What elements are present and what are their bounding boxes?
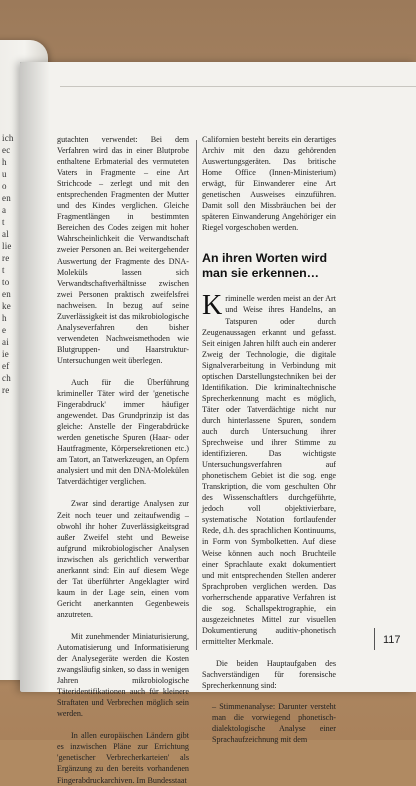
paragraph: Die beiden Hauptaufgaben des Sachverständigen für forensische Sprecherkennung sind: xyxy=(202,658,336,691)
left-page-text-fragment: re xyxy=(2,385,10,395)
list-item: – Stimmenanalyse: Darunter versteht man die vorwiegend phonetisch-dialektologische Analyse einer Sprachaufzeichnung mit dem xyxy=(212,702,336,745)
left-page-text-fragment: ke xyxy=(2,301,11,311)
drop-cap: K xyxy=(202,290,223,322)
left-text-column xyxy=(57,134,189,786)
left-page-text-fragment: a xyxy=(2,205,7,215)
left-page-text-fragment: ec xyxy=(2,145,11,155)
left-page-text-fragment: h xyxy=(2,157,7,167)
left-page-text-fragment: e xyxy=(2,325,7,335)
paragraph: Zwar sind derartige Analysen zur Zeit noch teuer und zeitaufwendig – obwohl ihr hoher Zuverlässigkeitsgrad außer Zweifel steht und Beweise aufgrund mikrobiologischer Analysen inzwischen als gerichtlich verwertbar anerkannt sind: Ein auf diesem Wege der Tat überführter Angeklagter wird kaum in der Lage sein, einen vom Gericht anerkannten Gegenbeweis anzutreten. xyxy=(57,499,189,619)
left-page-text-fragment: h xyxy=(2,313,7,323)
paragraph: Auch für die Überführung krimineller Täter wird der 'genetische Fingerabdruck' immer häufiger angewendet. Das Grundprinzip ist das gleiche: Anstelle der Fingerabdrücke werden genetische Spuren (Haar- oder Hautfragmente, Körpersekretionen etc.) am Tatort, an Tatwerkzeugen, an Opfern analysiert und mit den DNA-Molekülen Tatverdächtiger verglichen. xyxy=(57,377,189,487)
left-page-text-fragment: al xyxy=(2,229,9,239)
left-page-text-fragment: t xyxy=(2,265,5,275)
page-number-rule xyxy=(374,628,375,650)
left-page-text-fragment: t xyxy=(2,217,5,227)
paragraph: In allen europäischen Ländern gibt es inzwischen Pläne zur Errichtung 'genetischer Verbrecherkarteien' als Ergänzung zu den bereits vorhandenen Fingerabdruckarchiven. Im Bundesstaat xyxy=(57,731,189,785)
right-text-column xyxy=(202,134,336,745)
paragraph-text: riminelle werden meist an der Art und Weise ihres Handelns, an Tatspuren oder durch Zeugenaussagen erkannt und gefasst. Seit einigen Jahren hilft auch ein anderer Zweig der Technologie, die digitale Signalverarbeitung in Verbindung mit optischen Darstellungstechniken bei der Identifikation. Die kriminaltechnische Sprecherkennung macht es möglich, Täter oder Tatverdächtige nicht nur durch hinterlassene Spuren, sondern auch durch Untersuchung ihrer Sprechweise und ihrer Stimme zu identifizieren. Das wichtigste Untersuchungsverfahren auf phonetischem Gebiet ist die sog. enge Transkription, die vom geschulten Ohr des Wissenschaftlers durchgeführte, jedoch voll objektivierbare, systematische Notation fortlaufender Rede, d.h. des sprachlichen Kontinuums, in Form von Symbolketten. Auf diese Weise können auch noch Bruchteile einer Sprachlaute exakt dokumentiert und mit entsprechenden Stellen anderer Sprachproben verglichen werden. Das vorherrschende apparative Verfahren ist die sog. Schallspektrographie, ein ausgezeichnetes Mittel zur visuellen Dokumentierung auditiv-phonetisch ermittelter Merkmale. xyxy=(202,294,336,646)
left-page-text-fragment: ch xyxy=(2,373,11,383)
left-page-text-fragment: en xyxy=(2,193,11,203)
left-page-text-fragment: ai xyxy=(2,337,9,347)
paragraph-with-dropcap xyxy=(202,290,336,647)
left-page-text-fragment: ich xyxy=(2,133,14,143)
page-top-rule xyxy=(60,86,416,87)
section-heading: An ihren Worten wird man sie erkennen… xyxy=(202,251,328,281)
column-divider xyxy=(196,140,197,650)
left-page-text-fragment: ef xyxy=(2,361,10,371)
paragraph: Mit zunehmender Miniaturisierung, Automatisierung und Informatisierung der Analysegeräte werden die Kosten zwangsläufig sinken, so dass in wenigen Jahren mikrobiologische Täteridentifikationen auch für kleinere Straftaten und Verbrechen möglich sein werden. xyxy=(57,631,189,719)
left-page-text-fragment: re xyxy=(2,253,10,263)
left-page-text-fragment: u xyxy=(2,169,7,179)
paragraph: Californien besteht bereits ein derartiges Archiv mit den dazu gehörenden Auswertungsgeräten. Das britische Home Office (Innen-Ministerium) erwägt, für Einwanderer eine Art genetischen Ausweises einzuführen. Damit soll den Missbräuchen bei der späteren Einwanderung Angehöriger ein Riegel vorgeschoben werden. xyxy=(202,135,336,233)
left-page-text-fragment: ie xyxy=(2,349,9,359)
paragraph: gutachten verwendet: Bei dem Verfahren wird das in einer Blutprobe enthaltene Erbmaterial des vermuteten Vaters in Fragmente – eine Art Strichcode – zerlegt und mit den entsprechenden Fragmenten der Mutter und des Kindes verglichen. Gleiche Fragmentlängen in bestimmten Bereichen des Codes zeigen mit hoher Wahrscheinlichkeit die Verwandtschaft zweier Personen an. Bei weitergehender Auswertung der Fragmente des DNA-Moleküls lassen sich Verwandtschaftverhältnisse zwischen zwei Personen praktisch zweifelsfrei nachweisen. In bezug auf seine Zuverlässigkeit ist das mikrobiologische Analyseverfahren den bisher verwendeten Nachweismethoden wie Blutgruppen- und Haarstruktur-Untersuchungen weit überlegen. xyxy=(57,135,189,365)
left-page-text-fragment: lie xyxy=(2,241,12,251)
left-page-text-fragment: en xyxy=(2,289,11,299)
page-gutter-shadow xyxy=(20,62,50,692)
left-page-text-fragment: to xyxy=(2,277,10,287)
left-page-text-fragment: o xyxy=(2,181,7,191)
page-number: 117 xyxy=(383,634,401,646)
